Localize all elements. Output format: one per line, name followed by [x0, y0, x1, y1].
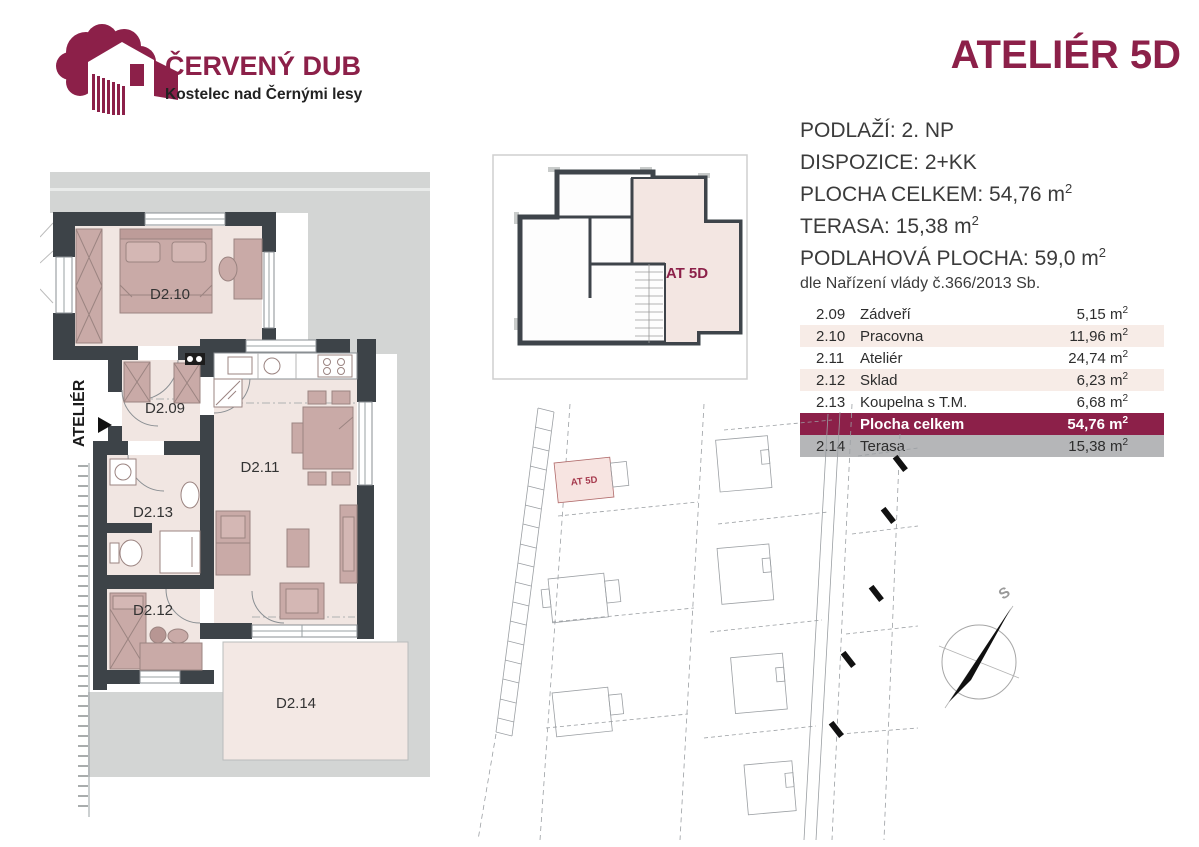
room-label-d214: D2.14: [275, 695, 317, 712]
table-row: 2.09 Zádveří 5,15 $m^2$: [816, 305, 1128, 323]
table-row: 2.13 Koupelna s T.M. 6,68 $m^2$: [816, 393, 1128, 411]
info-regulation-note: dle Nařízení vlády č.366/2013 Sb.: [800, 275, 1041, 292]
site-map: [448, 404, 918, 840]
chair: [219, 257, 237, 281]
info-terrace-area: TERASA: 15,38 $m^2$: [800, 213, 979, 238]
shower: [160, 531, 200, 573]
lamp: [150, 627, 166, 643]
info-floor: PODLAŽÍ: 2. NP: [800, 119, 955, 142]
site-houses-middle: [708, 436, 801, 816]
stove: [318, 355, 352, 377]
desk: [234, 239, 262, 299]
compass-icon: [925, 578, 1025, 718]
toilet-tank: [110, 543, 119, 563]
room-label-d212: D2.12: [132, 602, 174, 619]
room-label-d210: D2.10: [149, 286, 191, 303]
unit-info: [800, 112, 1180, 295]
site-map-unit-label: AT 5D: [570, 474, 599, 489]
table-row: 2.12 Sklad 6,23 $m^2$: [800, 369, 1164, 391]
table-row: 2.10 Pracovna 11,96 $m^2$: [800, 325, 1164, 347]
toilet: [120, 540, 142, 566]
compass-needle: [949, 608, 1011, 702]
sink-basin: [181, 482, 199, 508]
overview-unit-label: AT 5D: [665, 265, 709, 282]
info-floor-area: PODLAHOVÁ PLOCHA: 59,0 $m^2$: [800, 245, 1107, 270]
washing-machine: [110, 459, 136, 485]
site-house: [552, 686, 625, 737]
entrance-label: ATELIÉR: [71, 379, 88, 447]
chair-small: [168, 629, 188, 643]
info-total-area: PLOCHA CELKEM: 54,76 $m^2$: [800, 181, 1073, 206]
room-label-d209: D2.09: [144, 400, 186, 417]
main-floor-plan: [40, 165, 460, 825]
table-row-terrace: 2.14 Terasa 15,38 $m^2$: [800, 435, 1164, 457]
unit-locator-plan: [492, 154, 748, 380]
table-row: 2.11 Ateliér 24,74 $m^2$: [816, 349, 1128, 367]
site-house: [540, 572, 622, 624]
plot-label-bars: [829, 455, 908, 738]
compass-north-label: S: [995, 583, 1014, 604]
desk-small: [140, 643, 202, 670]
room-label-d211: D2.11: [240, 459, 280, 476]
info-layout: DISPOZICE: 2+KK: [800, 151, 977, 174]
room-label-d213: D2.13: [132, 504, 174, 521]
coffee-table: [287, 529, 309, 567]
brand-logo: [50, 18, 395, 118]
brand-name: ČERVENÝ DUB: [165, 51, 362, 81]
page-title: ATELIÉR 5D: [950, 33, 1181, 77]
table-row-total: Plocha celkem 54,76 $m^2$: [800, 413, 1164, 435]
wardrobe: [76, 229, 102, 343]
brand-subtitle: Kostelec nad Černými lesy: [165, 86, 363, 103]
terrace-strip: [496, 408, 554, 736]
logo-tree-house-icon: [56, 24, 178, 115]
